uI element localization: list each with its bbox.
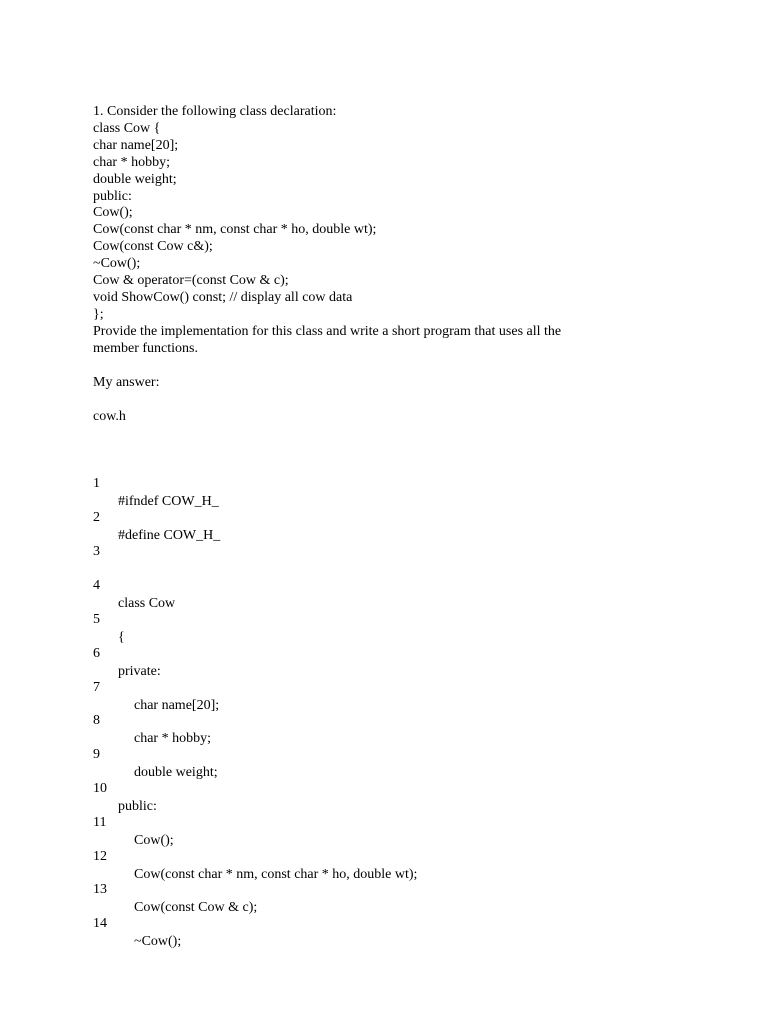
question-instruction: member functions. [93, 340, 198, 356]
code-text: Cow(); [134, 833, 174, 848]
question-line: Cow(const Cow c&); [93, 239, 213, 255]
line-number: 12 [93, 849, 107, 864]
question-line: Cow & operator=(const Cow & c); [93, 273, 289, 289]
code-line [93, 525, 107, 559]
line-number: 1 [93, 476, 100, 491]
code-line [93, 559, 176, 611]
file-name: cow.h [93, 409, 126, 424]
answer-label: My answer: [93, 375, 160, 390]
code-text: private: [118, 664, 161, 679]
code-text: public: [118, 799, 157, 814]
line-number: 3 [93, 544, 100, 559]
line-number: 8 [93, 713, 100, 728]
line-number: 9 [93, 747, 100, 762]
code-line [93, 897, 182, 949]
code-text: class Cow [118, 596, 176, 611]
question-line: ~Cow(); [93, 256, 141, 272]
line-number: 7 [93, 680, 100, 695]
code-text: #ifndef COW_H_ [118, 494, 219, 509]
question-instruction: Provide the implementation for this class and write a short program that uses all the [93, 323, 562, 339]
question-line: }; [93, 306, 104, 322]
question-line: char name[20]; [93, 137, 179, 153]
line-number: 13 [93, 882, 107, 897]
question-line: void ShowCow() const; // display all cow data [93, 289, 353, 305]
code-text: ~Cow(); [134, 934, 182, 949]
code-line [93, 627, 161, 679]
question-line: double weight; [93, 171, 177, 187]
question-line: public: [93, 188, 132, 204]
code-text: #define COW_H_ [118, 528, 221, 543]
line-number: 2 [93, 510, 100, 525]
question-line: Cow(const char * nm, const char * ho, double wt); [93, 222, 377, 238]
code-line [93, 863, 258, 915]
line-number: 10 [93, 781, 107, 796]
question-line: char * hobby; [93, 154, 170, 170]
code-line [93, 762, 157, 814]
code-text: Cow(const char * nm, const char * ho, double wt); [134, 867, 418, 882]
code-line [93, 593, 125, 645]
question-title: 1. Consider the following class declaration: [93, 104, 337, 119]
code-text: char name[20]; [134, 698, 220, 713]
question-line: class Cow { [93, 120, 161, 136]
code-line [93, 830, 418, 882]
code-text: { [118, 630, 125, 645]
code-line [93, 457, 219, 509]
code-text: Cow(const Cow & c); [134, 900, 258, 915]
line-number: 5 [93, 612, 100, 627]
line-number: 6 [93, 646, 100, 661]
code-text: double weight; [134, 765, 218, 780]
code-text: char * hobby; [134, 731, 211, 746]
question-line: Cow(); [93, 205, 133, 221]
line-number: 4 [93, 578, 100, 593]
line-number: 14 [93, 916, 107, 931]
question-block [93, 104, 653, 358]
line-number: 11 [93, 815, 107, 830]
